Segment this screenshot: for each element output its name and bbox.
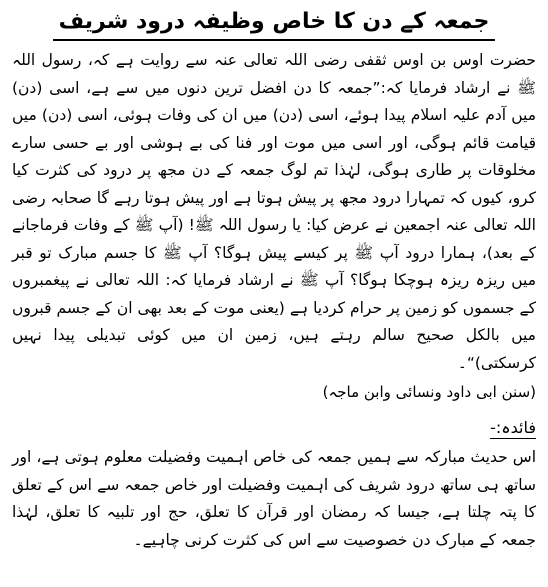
fawaid-heading: فائدہ:- <box>490 418 536 437</box>
title-container <box>12 6 536 41</box>
hadith-source: (سنن ابی داود ونسائی وابن ماجہ) <box>322 383 536 401</box>
fawaid-heading-container <box>12 414 536 442</box>
hadith-paragraph: حضرت اوس بن اوس ثقفی رضی اللہ تعالی عنہ سے روایت ہے کہ، رسول اللہ ﷺ نے ارشاد فرمایا کہ:”جمعہ کا دن افضل ترین دنوں میں سے ہے، اسی (دن) میں آدم علیہ اسلام پیدا ہوئے، اسی (دن) میں ان کی وفات ہوئی، اسی (دن) میں قیامت قائم ہوگی، اور اسی میں موت اور فنا کی بے ہوشی اور بے حسی سارے مخلوقات پر طاری ہوگی، لہٰذا تم لوگ جمعہ کے دن مجھ پر درود کی کثرت کیا کرو، کیوں کہ تمہارا درود مجھ پر پیش ہوتا ہے اور پیش ہوتا رہے گا صحابہ رضی اللہ تعالی عنہ اجمعین نے عرض کیا: یا رسول اللہ ﷺ! (آپ ﷺ کے وفات فرماجانے کے بعد)، ہمارا درود آپ ﷺ پر کیسے پیش ہوگا؟ آپ ﷺ کا جسم مبارک تو قبر میں ریزہ ریزہ ہوچکا ہوگا؟ آپ ﷺ نے ارشاد فرمایا کہ: اللہ تعالی نے پیغمبروں کے جسموں کو زمین پر حرام کردیا ہے (یعنی موت کے بعد بھی ان کے جسم قبروں میں بالکل صحیح سالم رہتے ہیں، زمین ان میں کوئی تبدیلی پیدا نہیں کرسکتی)“۔ <box>12 51 536 372</box>
page-title: جمعہ کے دن کا خاص وظیفہ درود شریف <box>53 6 496 41</box>
fawaid-paragraph: اس حدیث مبارکہ سے ہمیں جمعہ کی خاص اہمیت وفضیلت معلوم ہوتی ہے، اور ساتھ ہی ساتھ درود شریف کی اہمیت وفضیلت اور خاص جمعہ سے اس کے تعلق کا پتہ چلتا ہے، جیسا کہ رمضان اور قرآن کا تعلق، حج اور تلبیہ کا تعلق، لہٰذا جمعہ کے مبارک دن خصوصیت سے اس کی کثرت کرنی چاہیے۔ <box>12 448 536 549</box>
